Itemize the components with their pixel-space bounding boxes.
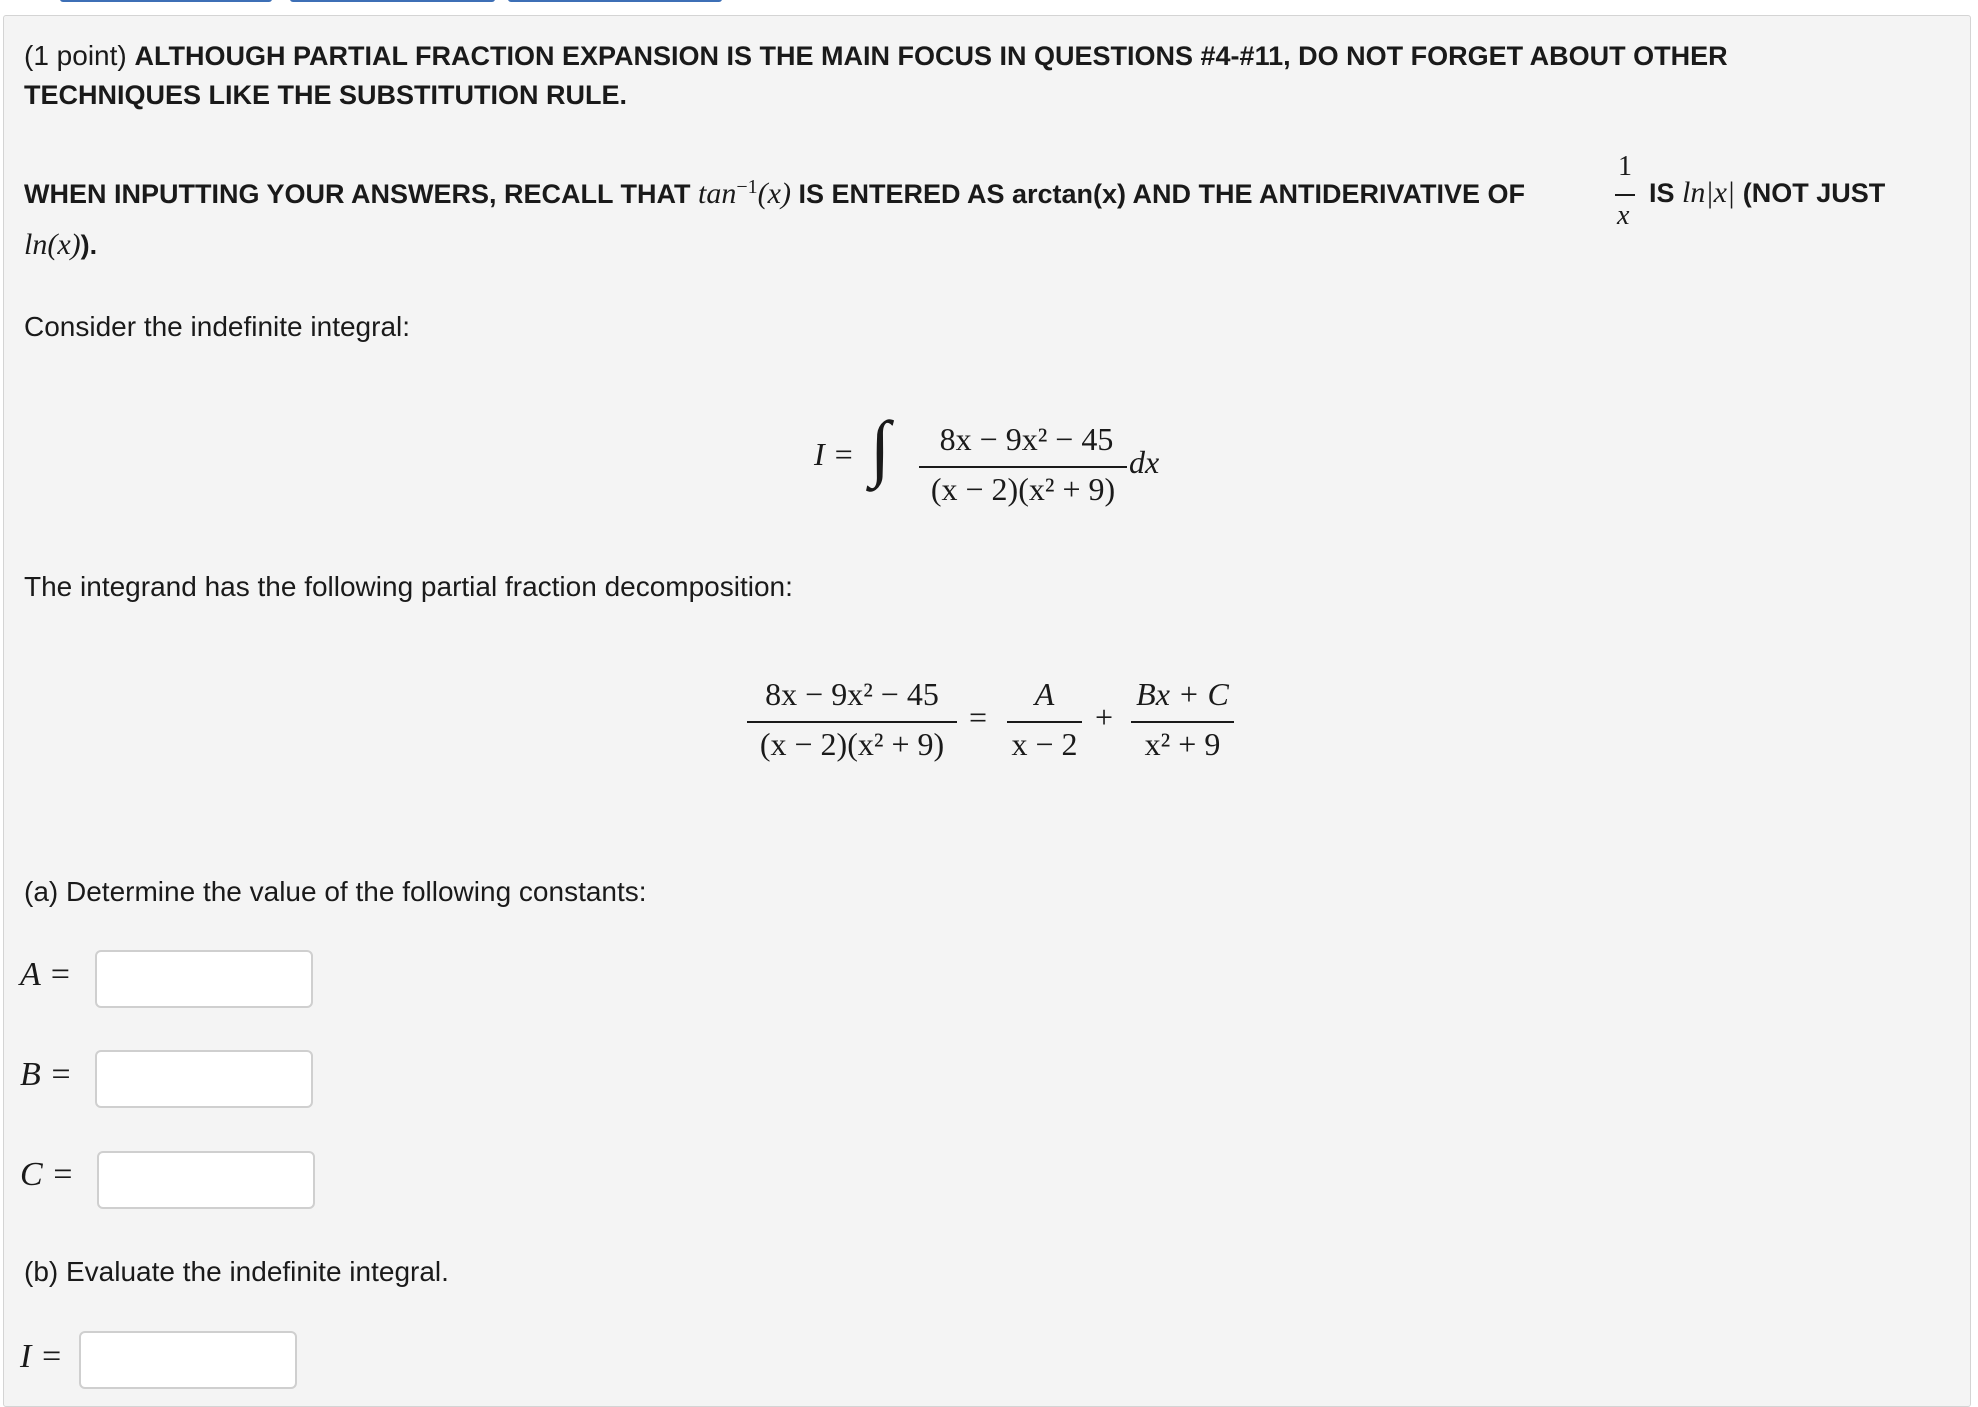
- label-b: B =: [20, 1056, 73, 1093]
- tab-3[interactable]: [508, 0, 722, 2]
- header-line-1: [24, 40, 1728, 72]
- integral-sign: ∫: [870, 407, 891, 489]
- decomp-fraction-bar: [747, 721, 957, 723]
- decomp-a-bar: [1007, 721, 1082, 723]
- decomp-b-denominator: x² + 9: [1144, 726, 1221, 762]
- decomp-equals: =: [969, 699, 988, 735]
- tan-exponent: −1: [736, 176, 758, 198]
- integral-dx: dx: [1129, 444, 1160, 480]
- part-a-prompt: (a) Determine the value of the following constants:: [24, 876, 647, 907]
- label-c: C =: [20, 1156, 75, 1193]
- instructions-closing: ).: [80, 230, 98, 260]
- decomp-b-numerator: Bx + C: [1136, 676, 1229, 712]
- instructions-line-1-end: [1649, 176, 1885, 210]
- label-i: I =: [20, 1338, 63, 1375]
- decomposition-intro: The integrand has the following partial fraction decomposition:: [24, 571, 793, 602]
- decomp-b-bar: [1131, 721, 1234, 723]
- integral-denominator: (x − 2)(x² + 9): [930, 471, 1116, 507]
- tab-1[interactable]: [60, 0, 272, 2]
- integral-fraction-bar: [919, 466, 1127, 468]
- tan-argument: (x): [757, 177, 791, 210]
- tan-function: tan: [698, 177, 737, 210]
- answer-integral-input[interactable]: [79, 1331, 297, 1389]
- answer-b-input[interactable]: [95, 1050, 313, 1108]
- one-over-x-bar: [1615, 194, 1635, 196]
- label-a: A =: [20, 956, 72, 993]
- one-over-x-numerator: 1: [1618, 151, 1632, 182]
- integral-numerator: 8x − 9x² − 45: [939, 421, 1114, 457]
- one-over-x-denominator: x: [1617, 200, 1630, 231]
- answer-a-input[interactable]: [95, 950, 313, 1008]
- tab-2[interactable]: [290, 0, 495, 2]
- header-line-2: TECHNIQUES LIKE THE SUBSTITUTION RULE.: [24, 80, 628, 110]
- ln-x: ln(x): [24, 228, 81, 261]
- decomp-plus: +: [1095, 699, 1114, 735]
- problem-panel: [3, 15, 1971, 1407]
- instructions-line-2: [24, 228, 97, 262]
- decomp-a-denominator: x − 2: [1011, 726, 1078, 762]
- instructions-part-4: (NOT JUST: [1742, 178, 1886, 208]
- instructions-part-1: WHEN INPUTTING YOUR ANSWERS, RECALL THAT: [24, 179, 691, 209]
- integral-lhs: I =: [814, 436, 855, 472]
- decomp-numerator: 8x − 9x² − 45: [765, 676, 939, 712]
- consider-text: Consider the indefinite integral:: [24, 311, 411, 342]
- decomp-denominator: (x − 2)(x² + 9): [759, 726, 945, 762]
- decomp-a-numerator: A: [1034, 676, 1055, 712]
- ln-abs-x: ln|x|: [1682, 176, 1736, 209]
- instructions-part-2: IS ENTERED AS arctan(x) AND THE ANTIDERIVATIVE OF: [798, 179, 1526, 209]
- instructions-line-1: [24, 176, 1525, 211]
- header-title: ALTHOUGH PARTIAL FRACTION EXPANSION IS THE MAIN FOCUS IN QUESTIONS #4-#11, DO NOT FORGET ABOUT OTHER: [134, 41, 1728, 71]
- answer-c-input[interactable]: [97, 1151, 315, 1209]
- instructions-part-3: IS: [1649, 178, 1675, 208]
- part-b-prompt: (b) Evaluate the indefinite integral.: [24, 1256, 449, 1287]
- points-label: (1 point): [24, 40, 127, 71]
